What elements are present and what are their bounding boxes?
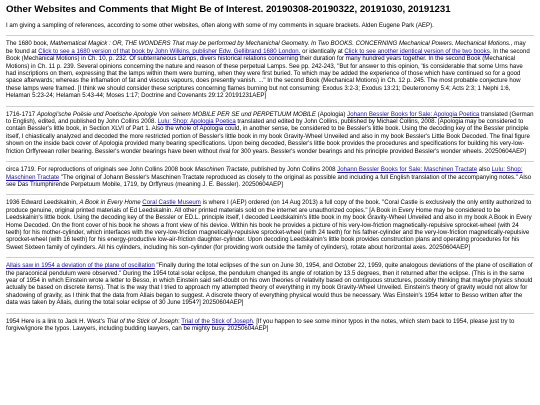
link-identical-version[interactable]: Click to see another identical version of the two books	[344, 47, 490, 55]
entry-paragraph-leedskalnin	[6, 199, 534, 251]
book-title: Maschinen Tractate	[194, 166, 248, 174]
entry-paragraph-apologia	[6, 111, 534, 155]
entry-text: 1954 Here is a link to Jack H. West's	[6, 317, 107, 325]
entry-text: . In the second Book (Mechanical Motions) in Ch. 10, p. 232. Of subterraneous Lamps, divers historical relations concerning their duration for many hundred years together. In the second Book (Mechanical Motions) in Ch. 11 p. 239. Several opinions concerning the nature and reason of these perpetual Lamps. See pp. 242-243, "But for answer to this opinion, 'tis considerable that some Urns have had inscriptions on them, expressing that the lamps within them were burning, when they were first buried. To which may be added the experience of those which have continued so for a good space afterwards; whereas the inflamation of fat and viscous vapours, does presently vanish. ..." In the second Book (Mechanical Motions) in Ch. 12 p. 245. The most probable conjecture how these lamps were framed. [I think we should consider these scriptures concerning flames burning but not consuming: Exodus 3:2-3; Exodus 13:21; Deuteronomy 5:4; Acts 2:3; 1 Nephi 1:6, Helaman 5:23-24; Helaman 5:43-44; Moses 1:17; Doctrine and Covenants 29:12 20191231AEP]	[6, 47, 530, 100]
divider	[6, 257, 534, 258]
entry-paragraph-maschinen	[6, 166, 534, 188]
divider	[6, 106, 534, 107]
entry-text: . [If you happen to see some minor typos in the notes, which stem back to 1954, please just try to forgive/ignore the typos. Lawyers, including budding lawyers, can be mighty busy. 20250604AEP]	[6, 317, 515, 332]
divider	[6, 313, 534, 314]
link-coral-castle-museum[interactable]: Coral Castle Museum	[142, 199, 201, 207]
book-title: Trial of the Stick of Joseph	[106, 317, 178, 325]
entry-text: (Apologia)	[315, 110, 348, 118]
entry-text: , published by John Collins 2008	[247, 166, 338, 174]
entry-text: is where I (AEP) ordered (on 14 Aug 2013) a full copy of the book. "Coral Castle is exclusively the only entity authorized to produce genuine, original printed materials of Ed Leedskalnin. All other printed materials sold on the internet are unauthorized copies." [A Book in Every Home may be considered to be Leedskalnin's little book. Using the decoding key of the Bessler or ED.L. principle itself, I decoded Leedskalnin's little book in my book Gravity-Wheel Unveiled and also in my book A Book in Every Home Decoded. On the front cover of his book he shows a front view of his device. Within his book he provides a picture of his very-low-friction magnetically-repulsive sprocket-wheel (with 24 teeth) for his mother-cylinder, which interfaces with the very-low-friction magnetically-repulsive sprocket-wheel (with 24 teeth) for his father-cylinder and the very-low-friction magnetically-repulsive sprocket-wheel (with 16 teeth) for his energy-productive low-air-friction daughter-cylinder. Upon decoding Leedskalnin's little book provides construction plans and operating procedures for his Sweet Sixteen family of cylinders. All his cylinders, including his son-cylinder (for providing work outside the family of cylinders), rotate about horizontal axes. 20250604AEP]	[6, 199, 532, 251]
entry-text: translated and edited by John Collins, published by Michael Collins, 2008. [Apologia may be considered to contain Bessler's little book, in Section XLVI of Part 1. Also the whole of Apologia could, in another sense, be considered to be Bessler's little book. Using the decoding key of the Bessler principle itself, I chiastically analyzed and decoded the more restricted portion of Bessler's little book in my book Gravity-Wheel Unveiled and also in my book Bessler's Little Book Decoded. The final figure shown on the inside back cover of Apologia provided many bearing specifications. Upon being decoded, Bessler's little book provides the procedures and specifications for building his very-low-friction Orffyreean roller bearing. Bessler's wonder bearings have been without rival for 300 years. Bessler's wonder bearings and his principle provided Bessler's wonder wheels. 20250604AEP]	[6, 118, 530, 155]
entry-text: translated (German to English), edited, and published by John Collins 2008.	[6, 110, 534, 126]
entry-text: circa 1719. For reproductions of originals see John Collins 2008 book	[6, 166, 195, 174]
divider	[6, 194, 534, 195]
page-title: Other Websites and Comments that Might Be of Interest. 20190308-20190322, 20191030, 20191231	[6, 4, 451, 15]
entry-paragraph-west	[6, 318, 534, 333]
entry-text: or identically at	[300, 47, 345, 55]
link-lulu-maschinen[interactable]: Lulu: Shop: Maschinen Tractate	[6, 166, 523, 181]
book-title: Apologi'sche Poësie und Poetische Apologie Von seinem MOBILE PER SE und PERPETUUM MOBILE	[36, 110, 316, 118]
link-trial-stick-joseph[interactable]: Trial of the Stick of Joseph	[181, 317, 253, 325]
entry-paragraph-1680	[6, 40, 534, 99]
link-lulu-apologia[interactable]: Lulu: Shop: Apologia Poetica	[157, 118, 236, 126]
divider	[6, 35, 534, 36]
entry-text: , may be found at	[6, 40, 526, 55]
entry-text: also	[477, 166, 492, 174]
entry-paragraph-allais	[6, 262, 534, 306]
divider	[6, 161, 534, 162]
entry-text: :	[177, 317, 182, 325]
intro-paragraph: I am giving a sampling of references, according to some other websites, often along with some of my comments in square brackets. Alden Eugene Park (AEP).	[6, 22, 434, 29]
book-title: A Book in Every Home	[79, 199, 141, 207]
link-allais-deviation[interactable]: Allais saw in 1954 a deviation of the plane of oscillation	[6, 262, 155, 270]
book-title: Mathematical Magick : OR, THE WONDERS That may be performed by Mechanichal Geometry. In Two BOOKS. CONCERNING Mechanical Powers. Mechanical Motions.	[50, 40, 511, 48]
link-1680-book[interactable]: Click to see a 1680 version of that book by John Wilkins, publisher Edw. Gellibrand 1680 London.	[38, 47, 301, 55]
entry-text: 1716-1717	[6, 110, 37, 118]
link-maschinen-tractate[interactable]: Johann Bessler Books for Sale: Maschinen Tractate	[337, 166, 478, 174]
entry-text: The 1680 book,	[6, 40, 51, 48]
entry-text: "The original of Johann Bessler's Maschinen Tractate reproduced as closely to the original as possible and including a full English translation of the accompanying notes." Also see Das Triumphirende Perpetuum Mobile, 1719, by Orffyreus (meaning J. E. Bessler). 20250604AEP]	[6, 173, 532, 188]
link-apologia-poetica[interactable]: Johann Bessler Books for Sale: Apologia Poetica	[347, 110, 480, 118]
entry-text: "Finally during the total eclipses of the sun on June 30, 1954, and October 22, 1959, quite analogous deviations of the plane of oscillation of the paraconical pendulum were observed." During the 1954 total solar eclipse, the pendulum changed its angle of rotation by 13.5 degrees, then it returned after the eclipse. (This is in the same year of 1954 in which Einstein wrote a letter to Besso, in which Einstein said self-doubt on his own theories of relativity based on contiguous structures, possibly thinking that maybe physics should actually be based on discrete items). That is the way that I tried to approach my attempted theory of everything in my book Gravity-Wheel Unveiled. Einstein's theory of gravity would not allow for shadowing of gravity, as I think that the data from Allais began to suggest. A discrete theory of everything physical would thus be necessary. Was Einstein's 1954 letter to Besso written after the data was taken by Allais, during the total solar eclipse of 30 June 1954?] 20250604AEP]	[6, 262, 533, 307]
entry-text: 1936 Edward Leedskalnin,	[6, 199, 80, 207]
